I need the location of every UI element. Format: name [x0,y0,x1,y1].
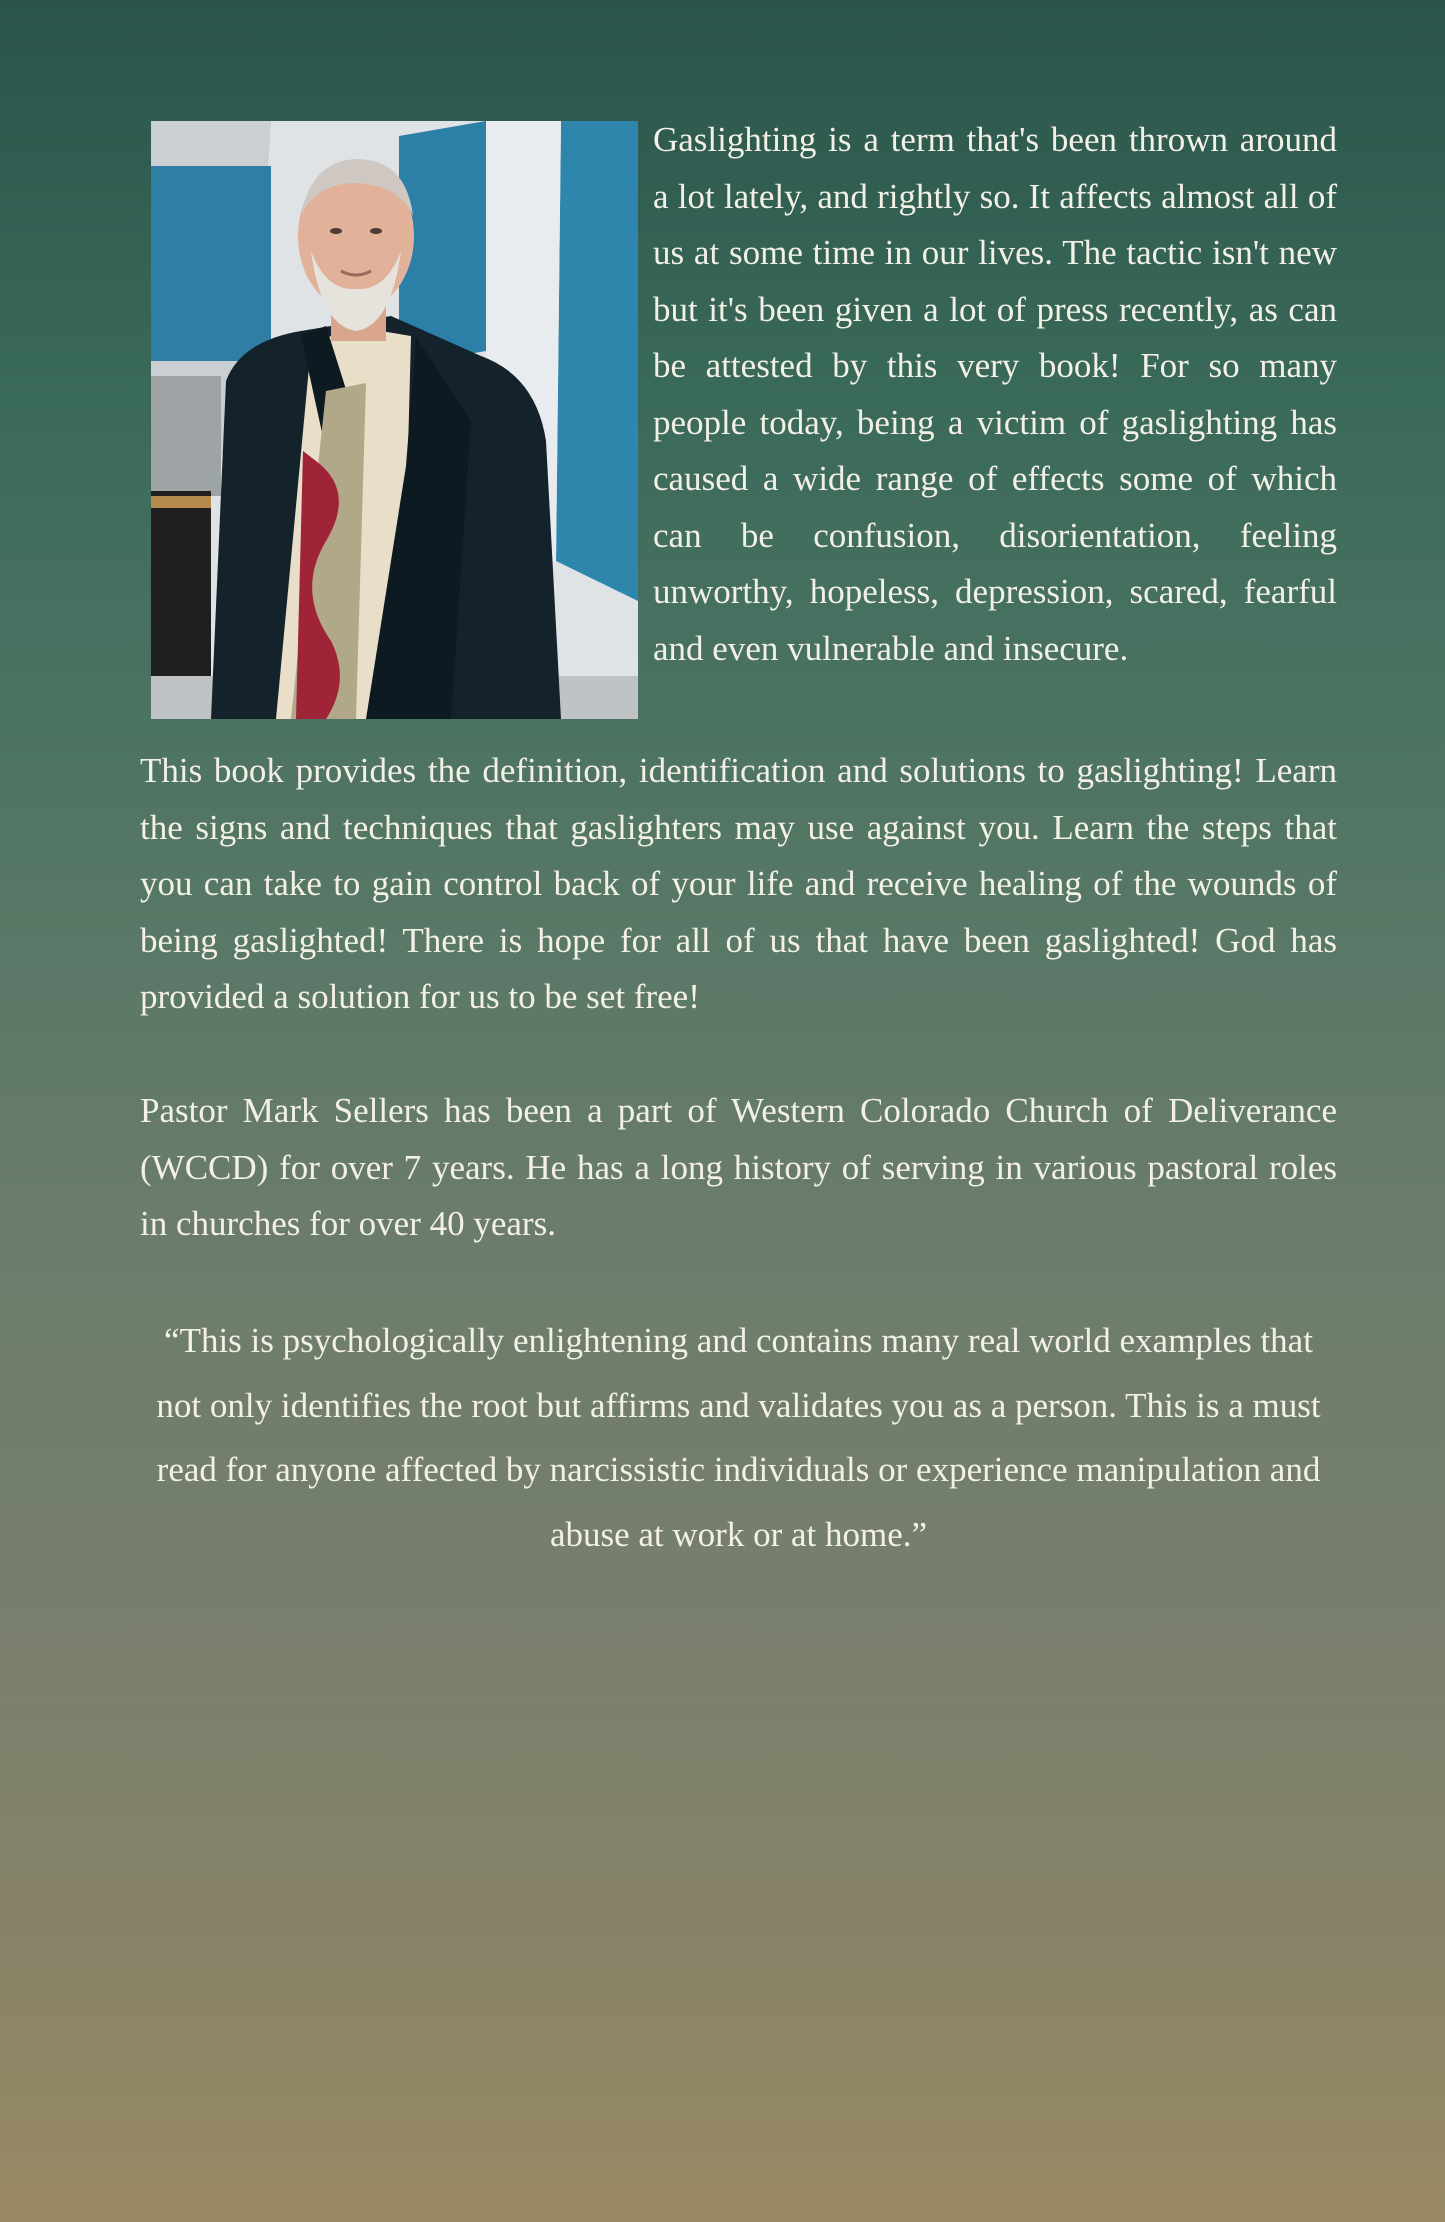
author-photo [151,121,638,719]
author-bio: Pastor Mark Sellers has been a part of Western Colorado Church of Deliverance (WCCD) for over 7 years. He has a long history of serving in various pastoral roles in churches for over 40 years. [140,1091,1337,1243]
testimonial-quote: “This is psychologically enlightening and contains many real world examples that not only identifies the root but affirms and validates you as a person. This is a must read for anyone affected by narcissistic individuals or experience manipulation and abuse at work or at home.” [156,1321,1321,1554]
book-description: This book provides the definition, identification and solutions to gaslighting! Learn the signs and techniques that gaslighters may use against you. Learn the steps that you can take to gain control back of your life and receive healing of the wounds of being gaslighted! There is hope for all of us that have been gaslighted! God has provided a solution for us to be set free! [140,751,1337,1016]
intro-paragraph: Gaslighting is a term that's been thrown around a lot lately, and rightly so. It affects almost all of us at some time in our lives. The tactic isn't new but it's been given a lot of press recently, as can be attested by this very book! For so many people today, being a victim of gaslighting has caused a wide range of effects some of which can be confusion, disorientation, feeling unworthy, hopeless, depression, scared, fearful and even vulnerable and insecure. [653,120,1337,668]
author-portrait-icon [151,121,638,719]
